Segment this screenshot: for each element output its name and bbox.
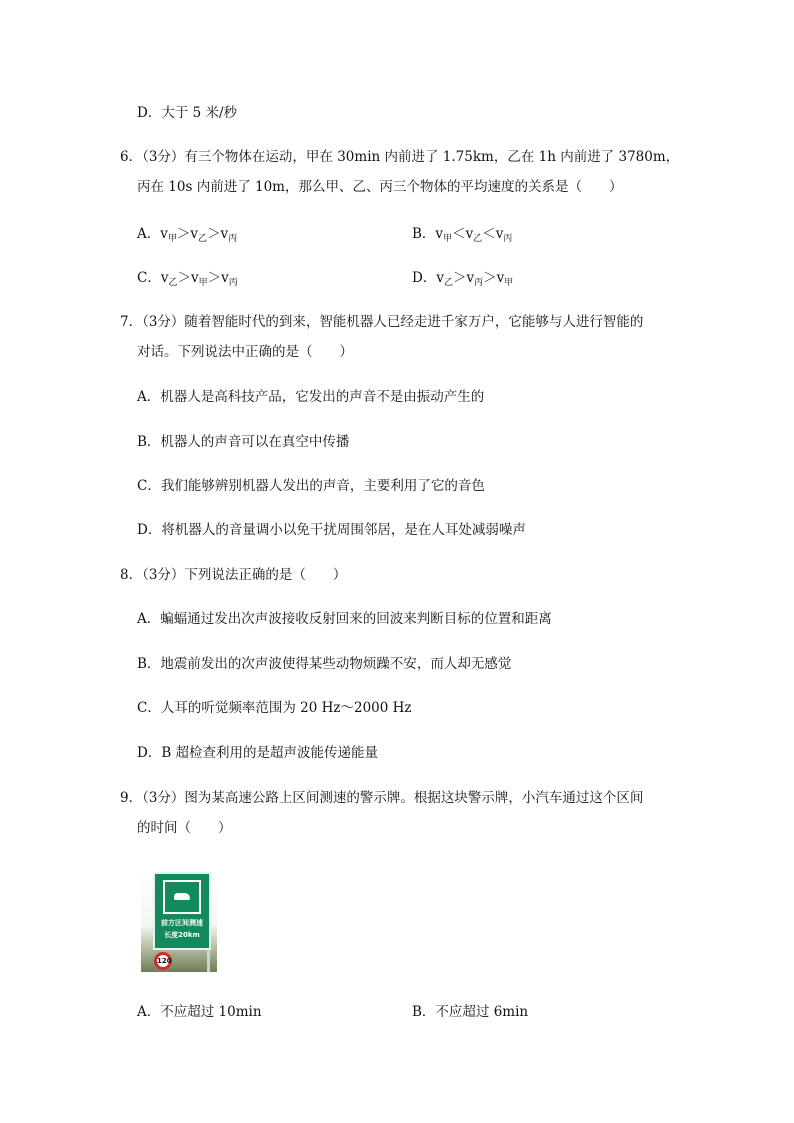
question-8-option-b: B．地震前发出的次声波使得某些动物烦躁不安，而人却无感觉 [137, 656, 512, 672]
question-8-stem: 8．（3分）下列说法正确的是（ ） [120, 567, 347, 583]
question-6-option-a: A．$v_甲>v_乙>v_丙$ [137, 226, 238, 244]
question-9-stem-line-1: 9．（3分）图为某高速公路上区间测速的警示牌。根据这块警示牌，小汽车通过这个区间 [120, 790, 644, 806]
car-icon [174, 893, 190, 900]
sign-pole [207, 950, 210, 972]
question-6-option-d: D．$v_乙>v_丙>v_甲$ [412, 270, 514, 288]
question-6-option-b: B．$v_甲<v_乙<v_丙$ [412, 226, 513, 244]
sign-text-line-1: 前方区间测速 [161, 919, 203, 927]
question-6-option-c: C．$v_乙>v_甲>v_丙$ [137, 270, 238, 288]
question-6-stem-line-1: 6．（3分）有三个物体在运动，甲在 30min 内前进了 1.75km，乙在 1h 内前进了 3780m， [120, 149, 680, 165]
question-6-stem-line-2: 丙在 10s 内前进了 10m，那么甲、乙、丙三个物体的平均速度的关系是（ ） [137, 179, 623, 195]
sign-text-line-2: 长度20km [164, 931, 200, 939]
question-7-stem-line-1: 7．（3分）随着智能时代的到来，智能机器人已经走进千家万户，它能够与人进行智能的 [120, 314, 644, 330]
question-7-option-d: D．将机器人的音量调小以免干扰周围邻居，是在人耳处减弱噪声 [137, 522, 526, 538]
question-7-option-b: B．机器人的声音可以在真空中传播 [137, 434, 350, 450]
question-7-stem-line-2: 对话。下列说法中正确的是（ ） [137, 344, 353, 360]
question-8-option-c: C．人耳的听觉频率范围为 20 Hz～2000 Hz [137, 700, 412, 716]
question-7-option-a: A．机器人是高科技产品，它发出的声音不是由振动产生的 [137, 389, 485, 405]
question-9-stem-line-2: 的时间（ ） [137, 820, 232, 836]
question-8-option-a: A．蝙蝠通过发出次声波接收反射回来的回波来判断目标的位置和距离 [137, 611, 552, 627]
speed-check-warning-sign-photo [141, 868, 217, 972]
question-8-option-d: D．B 超检查利用的是超声波能传递能量 [137, 745, 379, 761]
car-pictogram-frame [163, 880, 201, 914]
question-9-option-b: B．不应超过 6min [412, 1004, 529, 1020]
question-7-option-c: C．我们能够辨别机器人发出的声音，主要利用了它的音色 [137, 478, 485, 494]
speed-limit-icon: 120 [154, 952, 172, 970]
question-9-option-a: A．不应超过 10min [137, 1004, 262, 1020]
sign-board [153, 872, 211, 950]
question-5-option-d: D．大于 5 米/秒 [137, 105, 238, 121]
